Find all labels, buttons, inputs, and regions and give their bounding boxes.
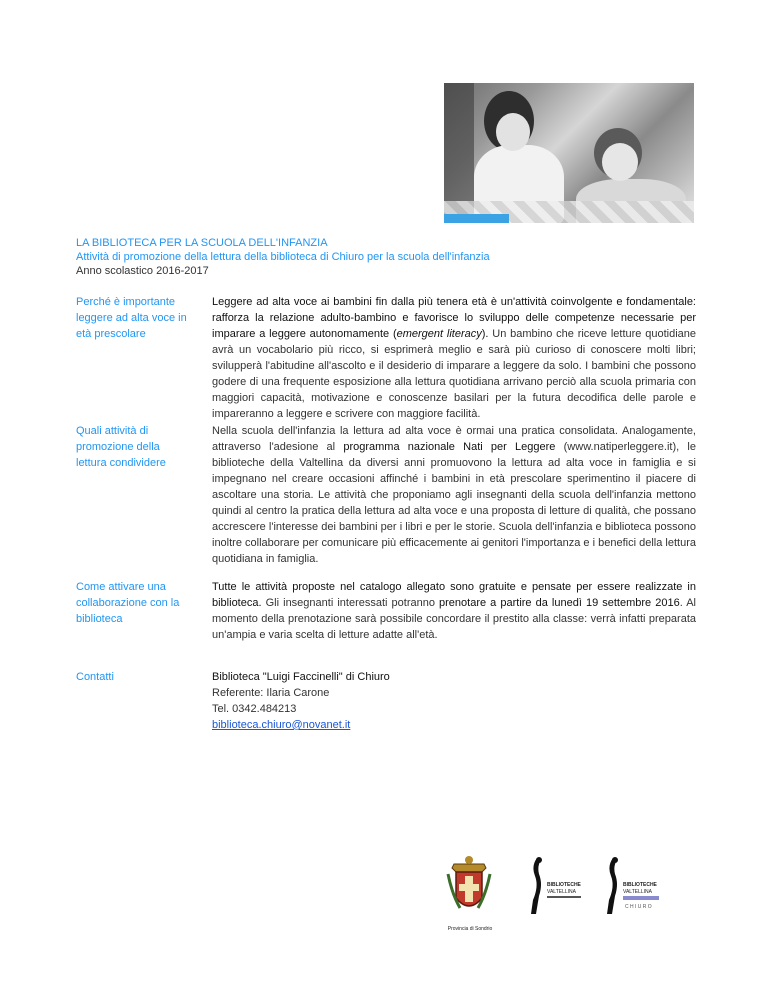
- contact-block: [212, 669, 696, 733]
- phone: Tel. 0342.484213: [212, 703, 297, 715]
- biblioteche-valtellina-chiuro-logo: BIBLIOTECHE VALTELLINA C H I U R O: [603, 856, 663, 926]
- section-text: Nella scuola dell'infanzia la lettura ad alta voce è ormai una pratica consolidata. Analogamente, attraverso l'adesione al programma nazionale Nati per Leggere (www.natiperleggere.it), le biblioteche della Valtellina da diversi anni promuovono la lettura ad alta voce in famiglia e si impegnano nel creare occasioni affinché i bambini in età prescolare sperimentino il piacere di ascoltare una storia. Le attività che proponiamo agli insegnanti della scuola dell'infanzia mettono quindi al centro la pratica della lettura ad alta voce e una proposta di letture di qualità, che possano accrescere l'interesse dei bambini per i libri e per le storie. Scuola dell'infanzia e biblioteca possono inoltre collaborare per comunicare più efficacemente ai genitori l'importanza e i benefici della lettura quotidiana in famiglia.: [212, 425, 696, 565]
- school-year: Anno scolastico 2016-2017: [76, 265, 209, 277]
- provincia-coat-of-arms: Provincia di Sondrio: [446, 854, 492, 934]
- accent-bar: [444, 214, 509, 223]
- section-text: Leggere ad alta voce ai bambini fin dalla più tenera età è un'attività coinvolgente e fondamentale: rafforza la relazione adulto-bambino e favorisce lo sviluppo delle competenze necessarie per imparare a leggere autonomamente (emergent literacy). Un bambino che riceve letture quotidiane avrà un vocabolario più ricco, si esprimerà meglio e sarà più curioso di conoscere molti libri; svilupperà l'abitudine all'ascolto e il desiderio di imparare a leggere da solo. I bambini che possono godere di una frequente esposizione alla lettura quotidiana arrivano perciò alla scuola primaria con maggiori capacità, motivazione e conoscenze basilari per la futura decodifica delle parole e impareranno a leggere e scrivere con maggiore facilità.: [212, 296, 696, 420]
- section-label: Come attivare una collaborazione con la biblioteca: [76, 581, 180, 625]
- referent: Referente: Ilaria Carone: [212, 687, 330, 699]
- section-label: Contatti: [76, 671, 114, 683]
- section-label: Quali attività di promozione della lettura condividere: [76, 425, 166, 469]
- document-header: [76, 236, 490, 278]
- biblioteche-valtellina-logo: BIBLIOTECHE VALTELLINA: [527, 856, 583, 922]
- section-text: Tutte le attività proposte nel catalogo allegato sono gratuite e pensate per essere realizzate in biblioteca. Gli insegnanti interessati potranno prenotare a partire da lunedì 19 settembre 2016. Al momento della prenotazione sarà possibile concordare il prestito alla classe: verrà infatti preparata un'ampia e varia scelta di letture adatte all'età.: [212, 581, 696, 641]
- library-name: Biblioteca "Luigi Faccinelli" di Chiuro: [212, 671, 390, 683]
- document-title: LA BIBLIOTECA PER LA SCUOLA DELL'INFANZIA: [76, 237, 328, 249]
- section-label: Perché è importante leggere ad alta voce in età prescolare: [76, 296, 187, 340]
- children-photo: [444, 83, 694, 223]
- email-link[interactable]: biblioteca.chiuro@novanet.it: [212, 719, 351, 731]
- document-subtitle: Attività di promozione della lettura della biblioteca di Chiuro per la scuola dell'infanzia: [76, 251, 490, 263]
